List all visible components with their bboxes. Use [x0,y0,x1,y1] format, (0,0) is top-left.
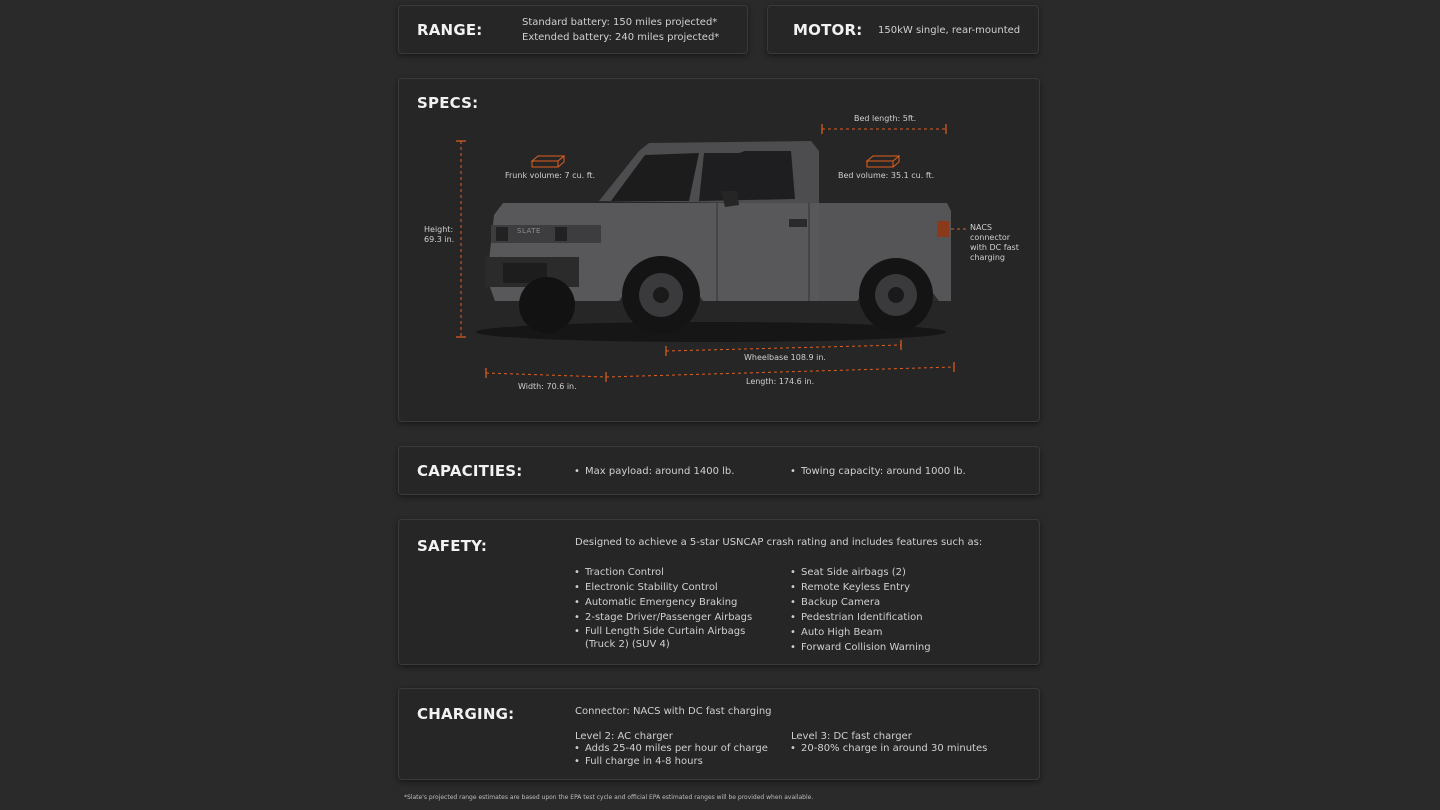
specs-card [398,78,1040,422]
charging-title: CHARGING: [417,705,515,723]
height-value: 69.3 in. [424,235,455,244]
grille-badge: SLATE [517,227,541,235]
level2-item: • Adds 25-40 miles per hour of charge [574,742,789,755]
range-standard: Standard battery: 150 miles projected* [522,17,718,28]
safety-item: • Seat Side airbags (2) [790,565,1020,580]
truck-diagram [399,79,1041,423]
truck-illustration [485,141,951,334]
wheelbase-line [666,345,901,351]
motor-value: 150kW single, rear-mounted [878,25,1021,36]
level3-title: Level 3: DC fast charger [791,731,912,742]
frunk-volume-label: Frunk volume: 7 cu. ft. [505,171,596,180]
safety-item: • Remote Keyless Entry [790,580,1020,595]
safety-item: • 2-stage Driver/Passenger Airbags [574,610,784,625]
safety-item-continued: (Truck 2) (SUV 4) [585,639,670,650]
nacs-line-4: charging [970,253,1005,262]
bed-volume-label: Bed volume: 35.1 cu. ft. [838,171,935,180]
level2-title: Level 2: AC charger [575,731,673,742]
range-card [398,5,748,54]
safety-intro: Designed to achieve a 5-star USNCAP crash rating and includes features such as: [575,537,983,548]
safety-item: • Auto High Beam [790,625,1020,640]
length-line [606,367,954,377]
height-label: Height: [424,225,454,234]
width-line [486,373,606,377]
capacity-payload: • Max payload: around 1400 lb. [574,464,734,479]
safety-item: • Backup Camera [790,595,1020,610]
frunk-volume-icon [532,156,564,167]
safety-item: • Pedestrian Identification [790,610,1020,625]
range-extended: Extended battery: 240 miles projected* [522,32,720,43]
charging-card [398,688,1040,780]
bed-length-label: Bed length: 5ft. [854,114,917,123]
motor-card [767,5,1039,54]
nacs-line-1: NACS [970,223,992,232]
safety-title: SAFETY: [417,537,488,555]
nacs-line-3: with DC fast [970,243,1019,252]
capacities-card [398,446,1040,495]
range-title: RANGE: [417,21,483,39]
safety-item: • Automatic Emergency Braking [574,595,784,610]
specs-title: SPECS: [417,94,479,112]
motor-title: MOTOR: [793,21,863,39]
safety-item: • Full Length Side Curtain Airbags [574,625,784,638]
safety-item: • Traction Control [574,565,784,580]
footnote: *Slate's projected range estimates are based upon the EPA test cycle and official EPA estimated ranges will be provided when available. [404,794,814,801]
level2-item: • Full charge in 4-8 hours [574,755,789,768]
charging-connector: Connector: NACS with DC fast charging [575,706,772,717]
length-label: Length: 174.6 in. [746,377,815,386]
safety-item: • Forward Collision Warning [790,640,1020,655]
bed-volume-icon [867,156,899,167]
wheelbase-label: Wheelbase 108.9 in. [744,353,826,362]
level3-item: • 20-80% charge in around 30 minutes [790,742,1020,755]
nacs-line-2: connector [970,233,1011,242]
safety-item: • Electronic Stability Control [574,580,784,595]
capacities-title: CAPACITIES: [417,462,523,480]
safety-card [398,519,1040,665]
width-label: Width: 70.6 in. [518,382,577,391]
capacity-towing: • Towing capacity: around 1000 lb. [790,464,966,479]
